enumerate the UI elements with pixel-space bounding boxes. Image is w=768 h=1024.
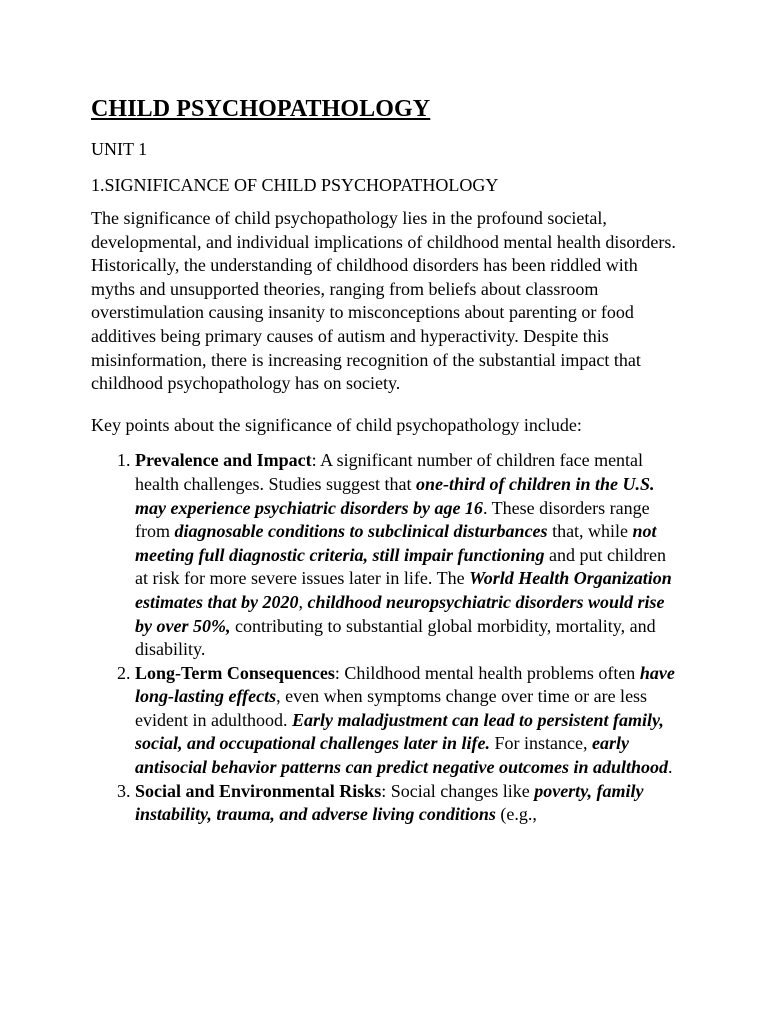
emphasis-text: one-third of children in the U.S. may experience psychiatric disorders by age 16 bbox=[135, 473, 655, 518]
body-text: : Childhood mental health problems often bbox=[334, 662, 640, 683]
emphasis-text: childhood neuropsychiatric disorders would rise by over 50%, bbox=[135, 591, 665, 636]
intro-paragraph: The significance of child psychopathology lies in the profound societal, developmental, and individual implications of childhood mental health disorders. Historically, the understanding of childhood disorders has been riddled with myths and unsupported theories, ranging from beliefs about classroom overstimulation causing insanity to misconceptions about parenting or food additives being primary causes of autism and hyperactivity. Despite this misinformation, there is increasing recognition of the substantial impact that childhood psychopathology has on society. bbox=[91, 208, 676, 394]
body-text: : Social changes like bbox=[381, 780, 535, 801]
list-item bbox=[135, 449, 681, 661]
key-points-list bbox=[91, 449, 681, 827]
key-points-intro: Key points about the significance of child psychopathology include: bbox=[91, 414, 582, 435]
emphasis-text: not meeting full diagnostic criteria, still impair functioning bbox=[135, 521, 657, 565]
body-text: For instance, bbox=[490, 733, 592, 754]
point-heading: Prevalence and Impact bbox=[135, 450, 312, 471]
emphasis-text: diagnosable conditions to subclinical disturbances bbox=[174, 521, 548, 542]
list-item bbox=[135, 662, 681, 780]
unit-label: UNIT 1 bbox=[91, 139, 148, 159]
emphasis-text: Early maladjustment can lead to persistent family, social, and occupational challenges later in life. bbox=[135, 709, 664, 754]
body-text: contributing to substantial global morbidity, mortality, and disability. bbox=[135, 615, 656, 660]
body-text: , bbox=[298, 591, 308, 612]
emphasis-text: World Health Organization estimates that by 2020 bbox=[135, 568, 672, 612]
body-text: . These disorders range from bbox=[135, 497, 650, 542]
point-heading: Long-Term Consequences bbox=[135, 662, 335, 683]
emphasis-text: early antisocial behavior patterns can predict negative outcomes in adulthood bbox=[135, 733, 669, 778]
body-text: (e.g., bbox=[495, 804, 537, 825]
list-item bbox=[135, 780, 681, 827]
body-text: : A significant number of children face mental health challenges. Studies suggest that bbox=[135, 450, 644, 494]
body-text: , even when symptoms change over time or are less evident in adulthood. bbox=[135, 686, 648, 730]
emphasis-text: have long-lasting effects bbox=[135, 662, 675, 707]
point-heading: Social and Environmental Risks bbox=[135, 780, 382, 801]
section-heading: 1.SIGNIFICANCE OF CHILD PSYCHOPATHOLOGY bbox=[91, 175, 499, 195]
body-text: that, while bbox=[547, 521, 633, 542]
emphasis-text: poverty, family instability, trauma, and adverse living conditions bbox=[135, 780, 644, 825]
document-page bbox=[91, 92, 681, 827]
body-text: . bbox=[668, 757, 673, 778]
body-text: and put children at risk for more severe issues later in life. The bbox=[135, 544, 667, 589]
document-title: CHILD PSYCHOPATHOLOGY bbox=[91, 96, 431, 122]
